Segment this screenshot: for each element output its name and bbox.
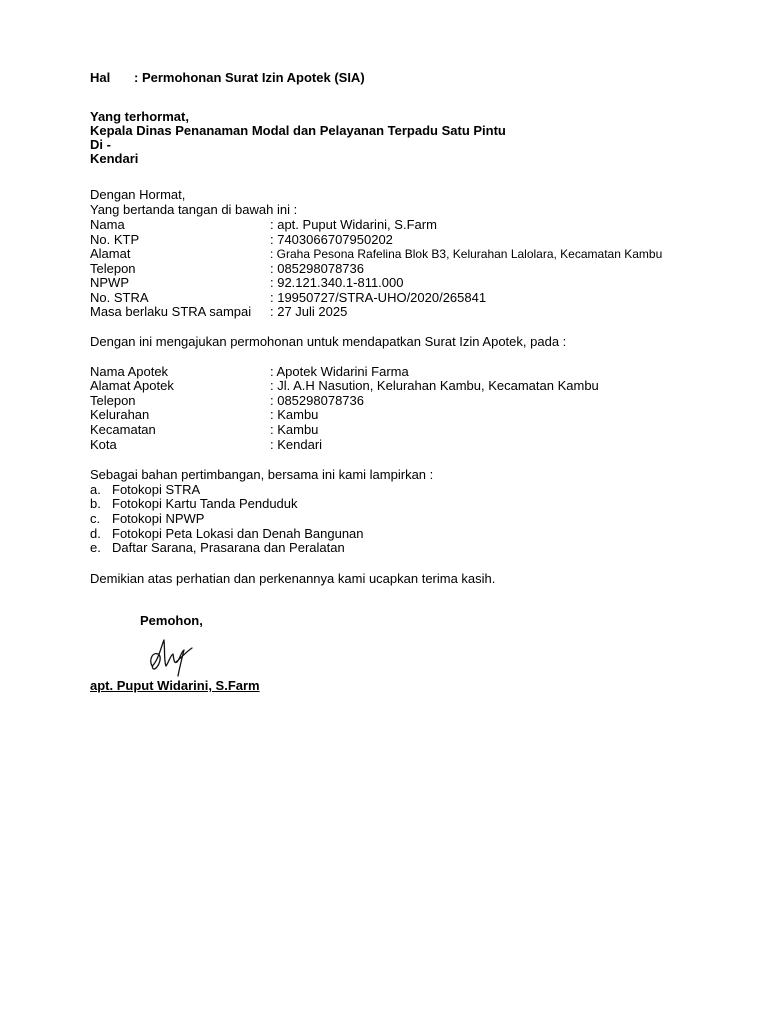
recipient-at: Di - bbox=[90, 137, 111, 152]
signatory-name: apt. Puput Widarini, S.Farm bbox=[90, 678, 260, 693]
field-label: Masa berlaku STRA sampai bbox=[90, 304, 252, 319]
field-label: NPWP bbox=[90, 275, 129, 290]
list-marker: d. bbox=[90, 526, 101, 541]
signature-role: Pemohon, bbox=[140, 613, 203, 628]
attachment-text: Fotokopi Kartu Tanda Penduduk bbox=[112, 496, 298, 511]
attachment-text: Fotokopi NPWP bbox=[112, 511, 205, 526]
field-label: Nama bbox=[90, 217, 125, 232]
request-text: Dengan ini mengajukan permohonan untuk mendapatkan Surat Izin Apotek, pada : bbox=[90, 334, 567, 349]
field-value: : 92.121.340.1-811.000 bbox=[270, 275, 404, 290]
salutation: Yang terhormat, bbox=[90, 109, 189, 124]
attachment-text: Fotokopi Peta Lokasi dan Denah Bangunan bbox=[112, 526, 364, 541]
applicant-row-ktp bbox=[90, 233, 393, 248]
field-value: : apt. Puput Widarini, S.Farm bbox=[270, 217, 437, 232]
applicant-row-npwp bbox=[90, 276, 404, 291]
field-value: : 27 Juli 2025 bbox=[270, 304, 348, 319]
closing-text: Demikian atas perhatian dan perkenannya kami ucapkan terima kasih. bbox=[90, 571, 496, 586]
recipient-title: Kepala Dinas Penanaman Modal dan Pelayanan Terpadu Satu Pintu bbox=[90, 123, 506, 138]
field-label: No. KTP bbox=[90, 232, 140, 247]
handwritten-signature bbox=[146, 632, 198, 680]
attachments-intro: Sebagai bahan pertimbangan, bersama ini kami lampirkan : bbox=[90, 467, 434, 482]
subject-label: Hal bbox=[90, 70, 111, 85]
pharmacy-row-kecamatan bbox=[90, 423, 318, 438]
subject-text: : Permohonan Surat Izin Apotek (SIA) bbox=[134, 70, 365, 85]
field-value: : Jl. A.H Nasution, Kelurahan Kambu, Kecamatan Kambu bbox=[270, 378, 599, 393]
field-label: Alamat bbox=[90, 246, 131, 261]
list-marker: a. bbox=[90, 482, 101, 497]
field-label: Alamat Apotek bbox=[90, 378, 174, 393]
field-label: Kelurahan bbox=[90, 407, 150, 422]
pharmacy-row-kelurahan bbox=[90, 408, 318, 423]
list-marker: e. bbox=[90, 540, 101, 555]
attachment-item bbox=[90, 512, 204, 527]
field-value: : 085298078736 bbox=[270, 261, 364, 276]
field-label: Telepon bbox=[90, 261, 136, 276]
greeting: Dengan Hormat, bbox=[90, 187, 186, 202]
field-label: No. STRA bbox=[90, 290, 149, 305]
recipient-city: Kendari bbox=[90, 151, 139, 166]
field-value: : 7403066707950202 bbox=[270, 232, 393, 247]
attachment-text: Fotokopi STRA bbox=[112, 482, 201, 497]
field-value: : Graha Pesona Rafelina Blok B3, Kelurahan Lalolara, Kecamatan Kambu bbox=[270, 247, 663, 261]
field-value: : Kambu bbox=[270, 407, 319, 422]
attachment-text: Daftar Sarana, Prasarana dan Peralatan bbox=[112, 540, 345, 555]
pharmacy-row-city bbox=[90, 438, 322, 453]
field-value: : 19950727/STRA-UHO/2020/265841 bbox=[270, 290, 487, 305]
field-value: : 085298078736 bbox=[270, 393, 364, 408]
field-value: : Kendari bbox=[270, 437, 323, 452]
applicant-row-address bbox=[90, 247, 662, 262]
list-marker: b. bbox=[90, 496, 101, 511]
field-label: Telepon bbox=[90, 393, 136, 408]
attachment-item bbox=[90, 497, 298, 512]
field-value: : Kambu bbox=[270, 422, 319, 437]
applicant-row-stra-expiry bbox=[90, 305, 347, 320]
intro-text: Yang bertanda tangan di bawah ini : bbox=[90, 202, 298, 217]
attachment-item bbox=[90, 541, 345, 556]
field-value: : Apotek Widarini Farma bbox=[270, 364, 409, 379]
pharmacy-row-address bbox=[90, 379, 599, 394]
list-marker: c. bbox=[90, 511, 101, 526]
field-label: Nama Apotek bbox=[90, 364, 169, 379]
applicant-row-name bbox=[90, 218, 437, 233]
field-label: Kecamatan bbox=[90, 422, 156, 437]
field-label: Kota bbox=[90, 437, 117, 452]
